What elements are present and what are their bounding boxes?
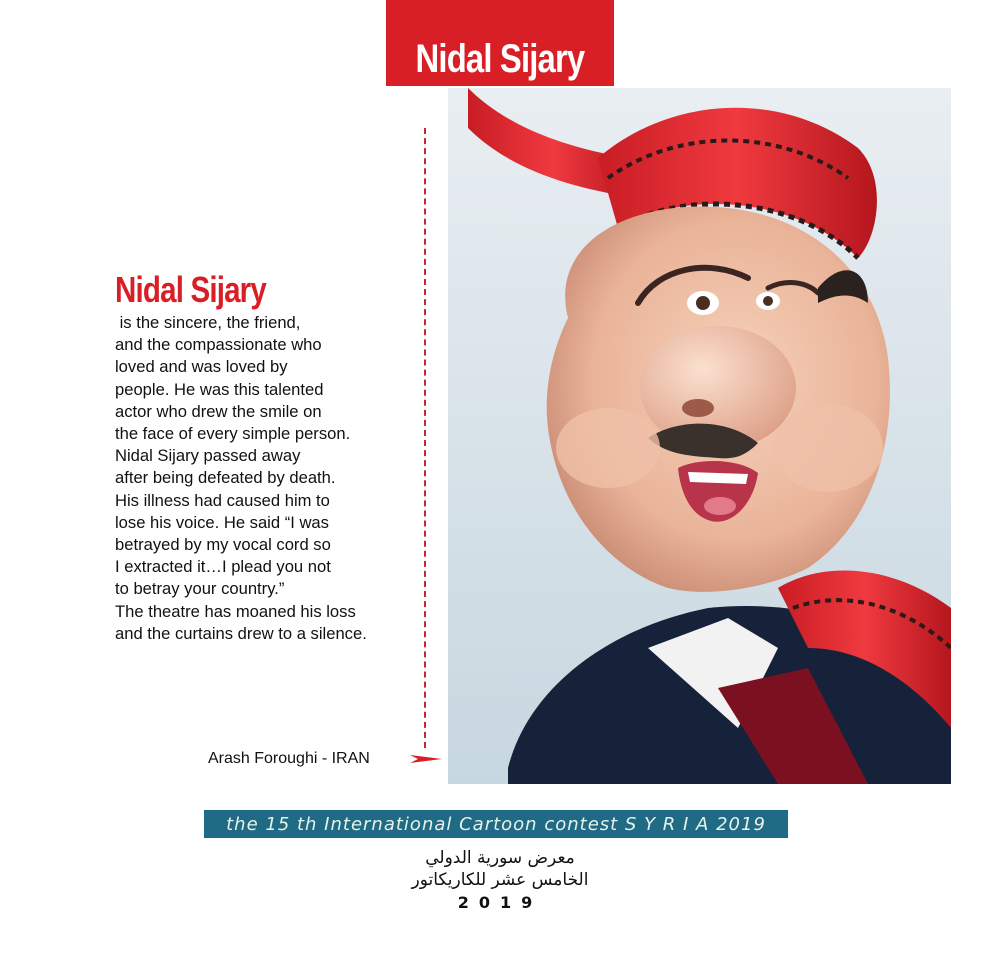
contest-banner: [204, 810, 788, 838]
dashed-divider: [424, 128, 426, 748]
bio-line: to betray your country.”: [115, 579, 285, 599]
bio-line: lose his voice. He said “I was: [115, 512, 329, 532]
bio-line: I extracted it…I plead you not: [115, 557, 331, 577]
arabic-title-line-2: الخامس عشر للكاريكاتور: [411, 870, 589, 890]
bio-line: and the compassionate who: [115, 335, 322, 355]
article-heading: Nidal Sijary: [115, 269, 266, 310]
contest-banner-text: the 15 th International Cartoon contest S Y R I A 2019: [226, 813, 766, 835]
caricature-illustration: [448, 88, 951, 784]
bio-paragraph: [115, 312, 420, 645]
bio-line: loved and was loved by: [115, 357, 288, 377]
bio-line: betrayed by my vocal cord so: [115, 535, 331, 555]
article-text: [115, 268, 420, 645]
bio-line: the face of every simple person.: [115, 424, 351, 444]
bio-line: and the curtains drew to a silence.: [115, 623, 367, 643]
arrow-icon: [410, 753, 442, 765]
bio-line: people. He was this talented: [115, 379, 324, 399]
bio-line: His illness had caused him to: [115, 490, 330, 510]
bio-line: The theatre has moaned his loss: [115, 601, 356, 621]
artist-credit: Arash Foroughi - IRAN: [208, 750, 370, 767]
page-title: Nidal Sijary: [415, 37, 585, 81]
arabic-title-line-1: معرض سورية الدولي: [425, 848, 575, 868]
bio-line: Nidal Sijary passed away: [115, 446, 301, 466]
bio-line: is the sincere, the friend,: [115, 313, 301, 332]
title-banner: [386, 0, 614, 86]
footer-year: 2019: [457, 893, 543, 912]
bio-line: after being defeated by death.: [115, 468, 336, 488]
bio-line: actor who drew the smile on: [115, 401, 322, 421]
